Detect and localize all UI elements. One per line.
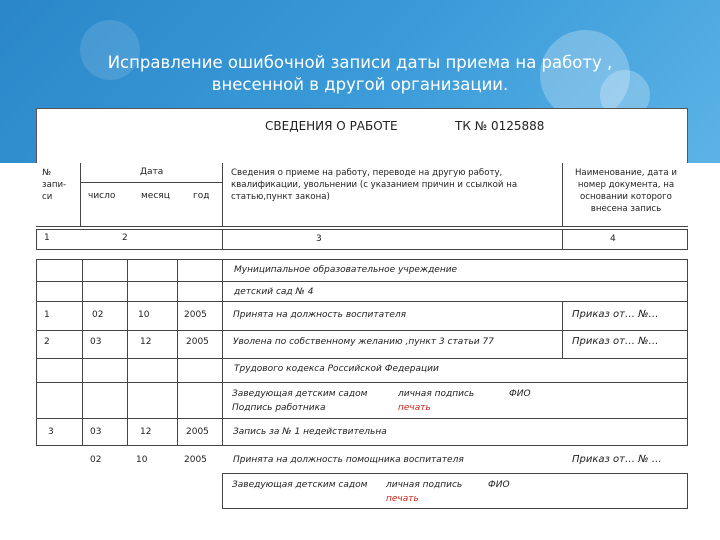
row3-year: 2005: [186, 427, 209, 437]
row2-text: Уволена по собственному желанию ,пункт 3 статьи 77: [233, 337, 494, 347]
row1-year: 2005: [184, 310, 207, 320]
sign2-fio: ФИО: [488, 480, 510, 490]
sign2-personal: личная подпись: [386, 480, 463, 490]
col-divider: [222, 259, 223, 302]
col-divider: [562, 163, 563, 226]
col-divider: [80, 163, 81, 226]
row4-month: 10: [136, 455, 148, 465]
row4-day: 02: [90, 455, 102, 465]
employment-record-table: [0, 163, 720, 540]
sign2-stamp: печать: [386, 494, 419, 504]
sign2-head: Заведующая детским садом: [232, 480, 368, 490]
col-divider: [127, 302, 128, 359]
row-divider: [36, 330, 688, 331]
header-year: год: [193, 191, 210, 201]
labor-code-line: Трудового кодекса Российской Федерации: [234, 364, 439, 374]
colnum-2: 2: [122, 233, 128, 243]
col-divider: [222, 359, 223, 419]
col-divider: [127, 419, 128, 446]
row4-doc: Приказ от… № …: [572, 454, 662, 465]
col-divider: [562, 229, 563, 250]
col-divider: [222, 163, 223, 226]
row1-num: 1: [44, 310, 50, 320]
sign1-personal: личная подпись: [398, 389, 475, 399]
colnum-4: 4: [610, 234, 616, 244]
header-date: Дата: [140, 167, 164, 177]
col-divider: [82, 419, 83, 446]
header-day: число: [88, 191, 116, 201]
row-divider: [36, 382, 688, 383]
colnum-3: 3: [316, 234, 322, 244]
col-divider: [177, 259, 178, 302]
col-divider: [562, 302, 563, 359]
header-document: Наименование, дата и номер документа, на основании которого внесена запись: [574, 168, 678, 214]
tk-number: ТК № 0125888: [455, 119, 545, 133]
header-month: месяц: [141, 191, 170, 201]
col-divider: [222, 419, 223, 446]
col-divider: [177, 302, 178, 359]
row1-month: 10: [138, 310, 150, 320]
col-divider: [82, 302, 83, 359]
col-divider: [82, 259, 83, 302]
row3-month: 12: [140, 427, 152, 437]
row3-num: 3: [48, 427, 54, 437]
date-subdivider: [80, 182, 222, 183]
sign1-stamp: печать: [398, 403, 431, 413]
row2-day: 03: [90, 337, 102, 347]
row4-year: 2005: [184, 455, 207, 465]
col-divider: [177, 419, 178, 446]
sign1-head: Заведующая детским садом: [232, 389, 368, 399]
title-line-1: Исправление ошибочной записи даты приема на работу ,: [107, 53, 613, 72]
row2-doc: Приказ от… №…: [572, 336, 659, 347]
row2-month: 12: [140, 337, 152, 347]
org-name-line-2: детский сад № 4: [234, 287, 314, 297]
row1-day: 02: [92, 310, 104, 320]
row-divider: [36, 226, 688, 227]
signature-block-2: [222, 473, 688, 509]
row1-doc: Приказ от… №…: [572, 309, 659, 320]
col-divider: [82, 359, 83, 419]
colnum-1: 1: [44, 233, 50, 243]
title-line-2: внесенной в другой организации.: [211, 75, 509, 94]
row3-text: Запись за № 1 недействительна: [233, 427, 387, 437]
col-divider: [127, 359, 128, 419]
row1-text: Принята на должность воспитателя: [233, 310, 407, 320]
col-divider: [222, 302, 223, 359]
org-name-line-1: Муниципальное образовательное учреждение: [234, 265, 458, 275]
section-header-box: [36, 108, 688, 164]
row2-year: 2005: [186, 337, 209, 347]
header-record-number: № запи-си: [42, 168, 67, 202]
sign1-worker: Подпись работника: [232, 403, 326, 413]
row2-num: 2: [44, 337, 50, 347]
org-row-2: [36, 281, 688, 302]
section-title: СВЕДЕНИЯ О РАБОТЕ: [265, 119, 398, 133]
sign1-fio: ФИО: [509, 389, 531, 399]
row3-day: 03: [90, 427, 102, 437]
header-info: Сведения о приеме на работу, переводе на другую работу, квалификации, увольнении (с указанием причин и ссылкой на статью,пункт закона): [231, 168, 518, 202]
col-divider: [222, 229, 223, 250]
col-divider: [127, 259, 128, 302]
row4-text: Принята на должность помощника воспитателя: [233, 455, 464, 465]
slide-title: [60, 52, 660, 96]
column-number-row: [36, 229, 688, 250]
col-divider: [177, 359, 178, 419]
